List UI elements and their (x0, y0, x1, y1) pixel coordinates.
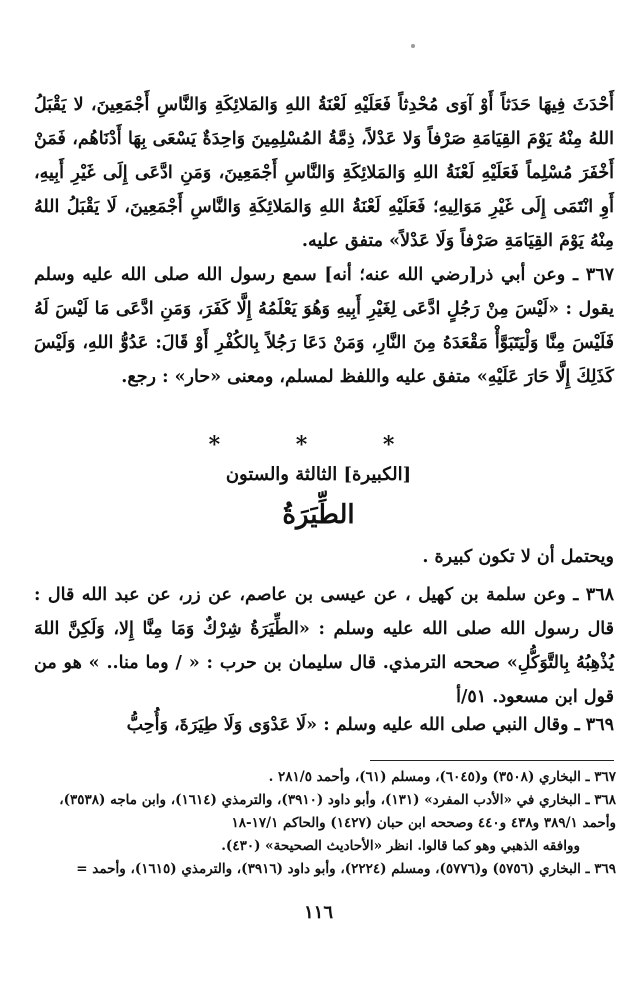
section-separator-stars: * * * (208, 432, 429, 458)
footnote-368-continuation: ووافقه الذهبي وهو كما قالوا. انظر «الأحاديث الصحيحة» (٤٣٠). (221, 838, 580, 854)
paragraph-opening: أَحْدَثَ فِيهَا حَدَثاً أَوْ آوَى مُحْدِثاً فَعَلَيْهِ لَعْنَةُ اللهِ وَالمَلائِكَةِ وَالنَّاسِ أَجْمَعِينَ، لا يَقْبَلُ اللهُ مِنْهُ يَوْمَ القِيَامَةِ صَرْفاً وَلا عَدْلاً، ذِمَّةُ المُسْلِمِينَ وَاحِدَةٌ يَسْعَى بِهَا أَدْنَاهُم، فَمَنْ أَخْفَرَ مُسْلِماً فَعَلَيْهِ لَعْنَةُ اللهِ وَالمَلائِكَةِ وَالنَّاسِ أَجْمَعِينَ، وَمَنِ ادَّعَى إِلَى غَيْرِ أَبِيهِ، أَوِ انْتَمَى إِلَى غَيْرِ مَوَالِيهِ؛ فَعَلَيْهِ لَعْنَةُ اللهِ وَالمَلائِكَةِ وَالنَّاسِ أَجْمَعِينَ، لَا يَقْبَلُ اللهُ مِنْهُ يَوْمَ القِيَامَةِ صَرْفاً وَلَا عَدْلاً» متفق عليه. (34, 95, 614, 251)
footnote-367: ٣٦٧ ـ البخاري (٣٥٠٨) و(٦٠٤٥)، ومسلم (٦١)، وأحمد ٢٨١/٥ . (268, 769, 616, 785)
paragraph-hadith-367: ٣٦٧ ـ وعن أبي ذر[رضي الله عنه؛ أنه] سمع رسول الله صلى الله عليه وسلم يقول : «لَيْسَ مِنْ رَجُلٍ ادَّعَى لِغَيْرِ أَبِيهِ وَهُوَ يَعْلَمُهُ إِلَّا كَفَرَ، وَمَنِ ادَّعَى مَا لَيْسَ لَهُ فَلَيْسَ مِنَّا وَلْيَتَبَوَّأْ مَقْعَدَهُ مِنَ النَّارِ، وَمَنْ دَعَا رَجُلاً بِالكُفْرِ أَوْ قَالَ: عَدُوُّ اللهِ، وَلَيْسَ كَذَلِكَ إِلَّا حَارَ عَلَيْهِ» متفق عليه واللفظ لمسلم، ومعنى «حار» : رجع. (34, 265, 614, 387)
section-intro (34, 540, 614, 574)
section-title: الطِّيَرَةُ (282, 500, 355, 530)
page-number: ١١٦ (303, 902, 333, 923)
hadith-368-text: ٣٦٨ ـ وعن سلمة بن كهيل ، عن عيسى بن عاصم، عن زر، عن عبد الله قال : قال رسول الله صلى الله عليه وسلم : «الطِّيَرَةُ شِرْكٌ وَمَا مِنَّا إِلا، وَلَكِنَّ اللهَ يُذْهِبُهُ بِالتَّوَكُّلِ» صححه الترمذي. قال سليمان بن حرب : « / وما منا.. » هو من قول ابن مسعود. (34, 585, 614, 707)
footnote-divider (370, 760, 614, 761)
hadith-366-continuation (34, 88, 614, 258)
footnote-369: ٣٦٩ ـ البخاري (٥٧٥٦) و(٥٧٧٦)، ومسلم (٢٢٢٤)، وأبو داود (٣٩١٦)، والترمذي (١٦١٥)، وأحمد = (76, 861, 616, 877)
section-heading: [الكبيرة] الثالثة والستون (225, 464, 412, 485)
manuscript-margin-note: ٥١/أ (456, 687, 487, 707)
hadith-368 (34, 578, 614, 714)
paragraph-intro: ويحتمل أن لا تكون كبيرة . (422, 547, 614, 567)
paragraph-hadith-369: ٣٦٩ ـ وقال النبي صلى الله عليه وسلم : «لَا عَدْوَى وَلَا طِيَرَةَ، وَأُحِبُّ (126, 715, 614, 735)
footnote-368: ٣٦٨ ـ البخاري في «الأدب المفرد» (١٣١)، وأبو داود (٣٩١٠)، والترمذي (١٦١٤)، وابن ماجه (٣٥٣٨)، وأحمد ٣٨٩/١ و٤٣٨ و٤٤٠ وصححه ابن حبان (١٤٢٧) والحاكم ١٧/١-١٨ (59, 792, 616, 831)
hadith-369 (34, 708, 614, 742)
footnotes (26, 766, 616, 881)
paragraph-hadith-368 (34, 578, 614, 714)
scan-speck (411, 44, 415, 48)
hadith-367 (34, 258, 614, 394)
